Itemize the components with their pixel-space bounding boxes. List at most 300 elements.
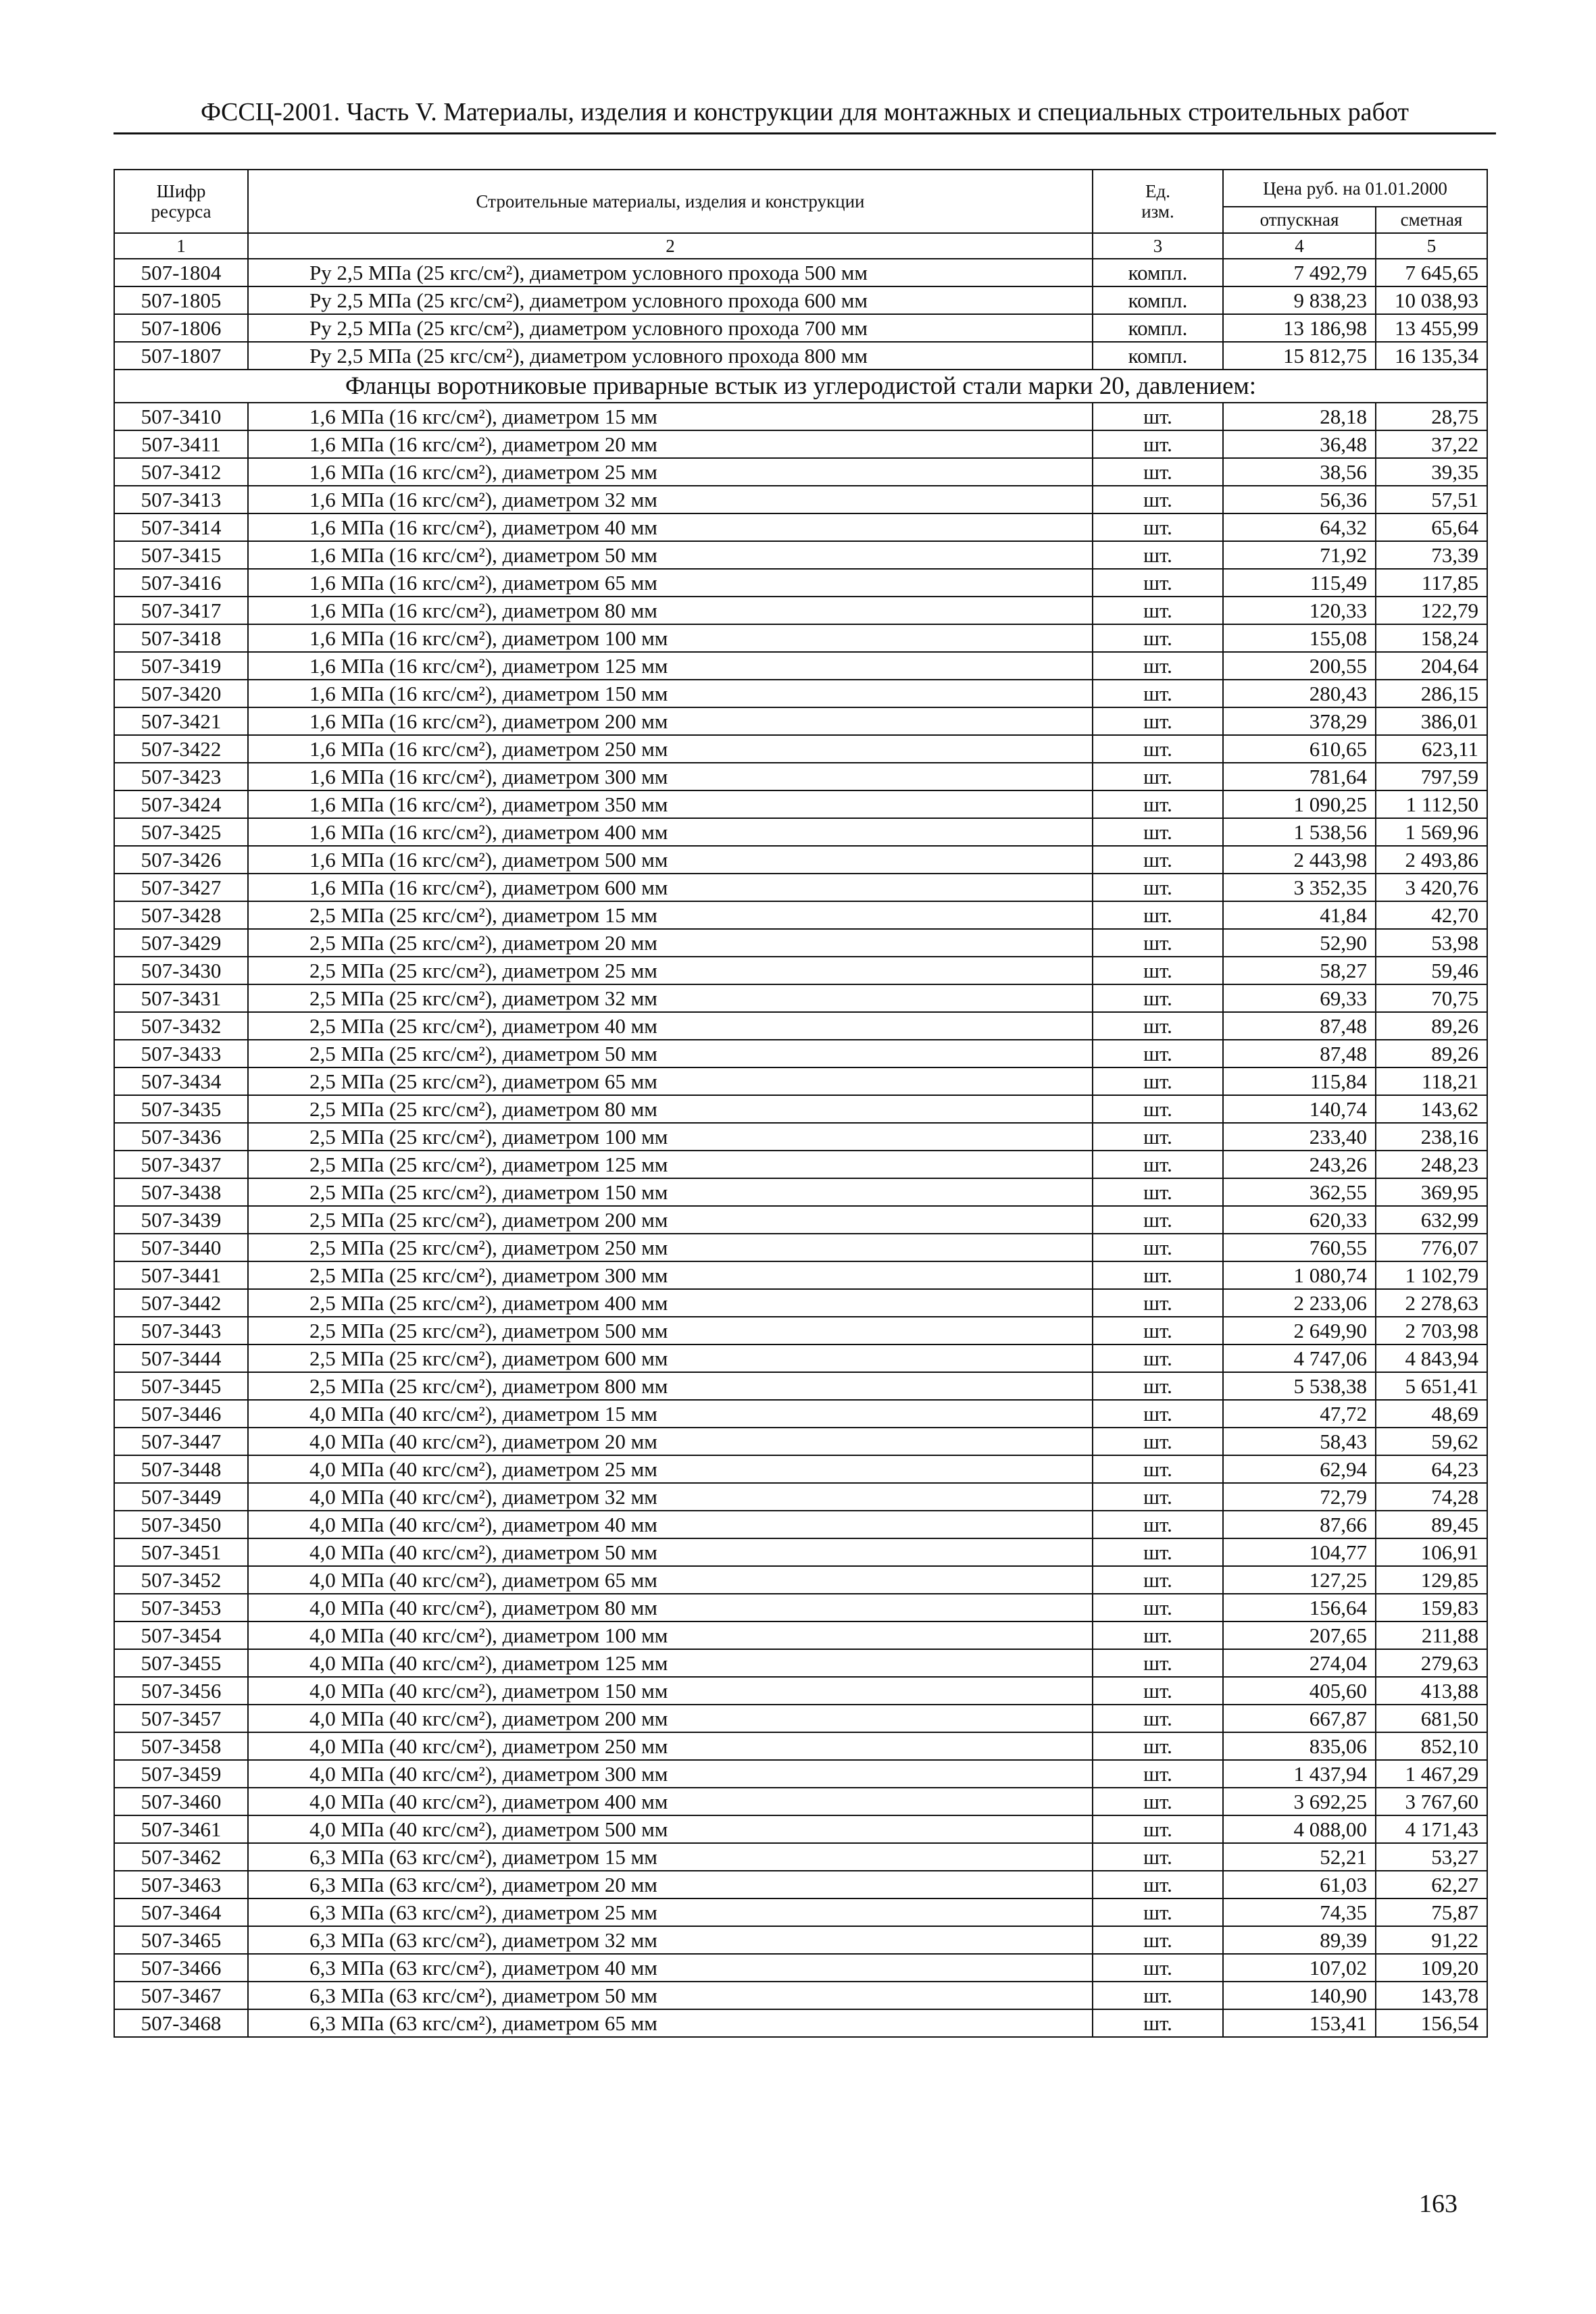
price-release-cell: 87,48 bbox=[1223, 1012, 1376, 1040]
price-estimate-cell: 65,64 bbox=[1376, 513, 1487, 541]
resource-code-cell: 507-3425 bbox=[114, 818, 248, 846]
price-release-cell: 835,06 bbox=[1223, 1732, 1376, 1760]
table-row bbox=[114, 929, 1487, 957]
table-row bbox=[114, 1206, 1487, 1234]
price-release-cell: 2 233,06 bbox=[1223, 1289, 1376, 1317]
price-estimate-cell: 59,46 bbox=[1376, 957, 1487, 984]
resource-code-cell: 507-3468 bbox=[114, 2009, 248, 2037]
material-name-cell: 4,0 МПа (40 кгс/см²), диаметром 150 мм bbox=[248, 1677, 1093, 1705]
price-estimate-cell: 1 112,50 bbox=[1376, 790, 1487, 818]
material-name-cell: 1,6 МПа (16 кгс/см²), диаметром 50 мм bbox=[248, 541, 1093, 569]
price-estimate-cell: 2 493,86 bbox=[1376, 846, 1487, 874]
table-row bbox=[114, 314, 1487, 342]
price-release-cell: 4 747,06 bbox=[1223, 1344, 1376, 1372]
material-name-cell: 1,6 МПа (16 кгс/см²), диаметром 600 мм bbox=[248, 874, 1093, 901]
table-row bbox=[114, 1151, 1487, 1178]
price-estimate-cell: 5 651,41 bbox=[1376, 1372, 1487, 1400]
unit-cell: шт. bbox=[1093, 1012, 1223, 1040]
table-row bbox=[114, 1954, 1487, 1982]
section-title: Фланцы воротниковые приварные встык из углеродистой стали марки 20, давлением: bbox=[114, 370, 1487, 403]
table-row bbox=[114, 1234, 1487, 1261]
price-release-cell: 200,55 bbox=[1223, 652, 1376, 680]
unit-cell: шт. bbox=[1093, 458, 1223, 486]
column-number-row bbox=[114, 233, 1487, 259]
table-row bbox=[114, 1178, 1487, 1206]
unit-cell: шт. bbox=[1093, 1815, 1223, 1843]
header-price-release: отпускная bbox=[1223, 207, 1376, 233]
unit-cell: шт. bbox=[1093, 1178, 1223, 1206]
material-name-cell: 1,6 МПа (16 кгс/см²), диаметром 150 мм bbox=[248, 680, 1093, 707]
price-estimate-cell: 143,78 bbox=[1376, 1982, 1487, 2009]
price-estimate-cell: 143,62 bbox=[1376, 1095, 1487, 1123]
table-row bbox=[114, 680, 1487, 707]
resource-code-cell: 507-3454 bbox=[114, 1621, 248, 1649]
resource-code-cell: 507-3423 bbox=[114, 763, 248, 790]
price-release-cell: 15 812,75 bbox=[1223, 342, 1376, 370]
resource-code-cell: 507-3430 bbox=[114, 957, 248, 984]
material-name-cell: 6,3 МПа (63 кгс/см²), диаметром 25 мм bbox=[248, 1898, 1093, 1926]
resource-code-cell: 507-3422 bbox=[114, 735, 248, 763]
price-release-cell: 1 437,94 bbox=[1223, 1760, 1376, 1788]
header-name: Строительные материалы, изделия и конструкции bbox=[248, 170, 1093, 233]
table-row bbox=[114, 1400, 1487, 1428]
unit-cell: шт. bbox=[1093, 680, 1223, 707]
table-row bbox=[114, 790, 1487, 818]
price-estimate-cell: 2 703,98 bbox=[1376, 1317, 1487, 1344]
resource-code-cell: 507-3461 bbox=[114, 1815, 248, 1843]
unit-cell: шт. bbox=[1093, 1428, 1223, 1455]
table-row bbox=[114, 1455, 1487, 1483]
price-release-cell: 378,29 bbox=[1223, 707, 1376, 735]
price-release-cell: 87,48 bbox=[1223, 1040, 1376, 1067]
unit-cell: шт. bbox=[1093, 1566, 1223, 1594]
price-release-cell: 140,74 bbox=[1223, 1095, 1376, 1123]
price-estimate-cell: 37,22 bbox=[1376, 430, 1487, 458]
unit-cell: шт. bbox=[1093, 1206, 1223, 1234]
price-release-cell: 69,33 bbox=[1223, 984, 1376, 1012]
material-name-cell: 1,6 МПа (16 кгс/см²), диаметром 40 мм bbox=[248, 513, 1093, 541]
table-row bbox=[114, 1566, 1487, 1594]
price-release-cell: 620,33 bbox=[1223, 1206, 1376, 1234]
unit-cell: шт. bbox=[1093, 1317, 1223, 1344]
resource-code-cell: 507-3429 bbox=[114, 929, 248, 957]
price-table bbox=[114, 169, 1488, 2038]
price-estimate-cell: 4 843,94 bbox=[1376, 1344, 1487, 1372]
table-row bbox=[114, 569, 1487, 597]
material-name-cell: 1,6 МПа (16 кгс/см²), диаметром 125 мм bbox=[248, 652, 1093, 680]
price-estimate-cell: 129,85 bbox=[1376, 1566, 1487, 1594]
material-name-cell: 4,0 МПа (40 кгс/см²), диаметром 32 мм bbox=[248, 1483, 1093, 1511]
resource-code-cell: 507-3413 bbox=[114, 486, 248, 513]
price-estimate-cell: 413,88 bbox=[1376, 1677, 1487, 1705]
price-estimate-cell: 109,20 bbox=[1376, 1954, 1487, 1982]
table-row bbox=[114, 1012, 1487, 1040]
table-row bbox=[114, 1538, 1487, 1566]
price-estimate-cell: 57,51 bbox=[1376, 486, 1487, 513]
table-row bbox=[114, 1067, 1487, 1095]
resource-code-cell: 507-3457 bbox=[114, 1705, 248, 1732]
price-estimate-cell: 3 420,76 bbox=[1376, 874, 1487, 901]
table-row bbox=[114, 1649, 1487, 1677]
material-name-cell: 6,3 МПа (63 кгс/см²), диаметром 65 мм bbox=[248, 2009, 1093, 2037]
price-estimate-cell: 2 278,63 bbox=[1376, 1289, 1487, 1317]
price-estimate-cell: 118,21 bbox=[1376, 1067, 1487, 1095]
table-row bbox=[114, 1095, 1487, 1123]
unit-cell: шт. bbox=[1093, 2009, 1223, 2037]
price-release-cell: 41,84 bbox=[1223, 901, 1376, 929]
table-row bbox=[114, 403, 1487, 430]
price-release-cell: 36,48 bbox=[1223, 430, 1376, 458]
material-name-cell: 4,0 МПа (40 кгс/см²), диаметром 50 мм bbox=[248, 1538, 1093, 1566]
price-estimate-cell: 776,07 bbox=[1376, 1234, 1487, 1261]
unit-cell: шт. bbox=[1093, 403, 1223, 430]
material-name-cell: 4,0 МПа (40 кгс/см²), диаметром 80 мм bbox=[248, 1594, 1093, 1621]
price-estimate-cell: 74,28 bbox=[1376, 1483, 1487, 1511]
resource-code-cell: 507-3437 bbox=[114, 1151, 248, 1178]
header-rule bbox=[114, 132, 1496, 134]
unit-cell: шт. bbox=[1093, 541, 1223, 569]
table-row bbox=[114, 1372, 1487, 1400]
unit-cell: шт. bbox=[1093, 1400, 1223, 1428]
price-release-cell: 107,02 bbox=[1223, 1954, 1376, 1982]
resource-code-cell: 507-3446 bbox=[114, 1400, 248, 1428]
table-row bbox=[114, 1123, 1487, 1151]
resource-code-cell: 507-3453 bbox=[114, 1594, 248, 1621]
price-release-cell: 89,39 bbox=[1223, 1926, 1376, 1954]
unit-cell: шт. bbox=[1093, 1621, 1223, 1649]
resource-code-cell: 507-3411 bbox=[114, 430, 248, 458]
resource-code-cell: 507-3466 bbox=[114, 1954, 248, 1982]
price-release-cell: 155,08 bbox=[1223, 624, 1376, 652]
table-row bbox=[114, 874, 1487, 901]
price-release-cell: 5 538,38 bbox=[1223, 1372, 1376, 1400]
resource-code-cell: 507-3417 bbox=[114, 597, 248, 624]
material-name-cell: 1,6 МПа (16 кгс/см²), диаметром 400 мм bbox=[248, 818, 1093, 846]
header-price-estimate: сметная bbox=[1376, 207, 1487, 233]
unit-cell: шт. bbox=[1093, 1261, 1223, 1289]
material-name-cell: 4,0 МПа (40 кгс/см²), диаметром 300 мм bbox=[248, 1760, 1093, 1788]
resource-code-cell: 507-3460 bbox=[114, 1788, 248, 1815]
material-name-cell: 2,5 МПа (25 кгс/см²), диаметром 125 мм bbox=[248, 1151, 1093, 1178]
price-estimate-cell: 158,24 bbox=[1376, 624, 1487, 652]
material-name-cell: 1,6 МПа (16 кгс/см²), диаметром 350 мм bbox=[248, 790, 1093, 818]
price-release-cell: 2 443,98 bbox=[1223, 846, 1376, 874]
price-estimate-cell: 42,70 bbox=[1376, 901, 1487, 929]
table-row bbox=[114, 1344, 1487, 1372]
header-code: Шифр ресурса bbox=[114, 170, 248, 233]
table-row bbox=[114, 624, 1487, 652]
column-number: 5 bbox=[1376, 233, 1487, 259]
material-name-cell: 2,5 МПа (25 кгс/см²), диаметром 800 мм bbox=[248, 1372, 1093, 1400]
material-name-cell: 4,0 МПа (40 кгс/см²), диаметром 200 мм bbox=[248, 1705, 1093, 1732]
column-number: 4 bbox=[1223, 233, 1376, 259]
price-release-cell: 56,36 bbox=[1223, 486, 1376, 513]
price-estimate-cell: 1 102,79 bbox=[1376, 1261, 1487, 1289]
unit-cell: шт. bbox=[1093, 1040, 1223, 1067]
price-release-cell: 127,25 bbox=[1223, 1566, 1376, 1594]
price-release-cell: 1 538,56 bbox=[1223, 818, 1376, 846]
unit-cell: шт. bbox=[1093, 1982, 1223, 2009]
price-release-cell: 7 492,79 bbox=[1223, 259, 1376, 286]
material-name-cell: 2,5 МПа (25 кгс/см²), диаметром 25 мм bbox=[248, 957, 1093, 984]
resource-code-cell: 507-3459 bbox=[114, 1760, 248, 1788]
material-name-cell: Ру 2,5 МПа (25 кгс/см²), диаметром условного прохода 500 мм bbox=[248, 259, 1093, 286]
price-estimate-cell: 7 645,65 bbox=[1376, 259, 1487, 286]
material-name-cell: 1,6 МПа (16 кгс/см²), диаметром 200 мм bbox=[248, 707, 1093, 735]
material-name-cell: 4,0 МПа (40 кгс/см²), диаметром 125 мм bbox=[248, 1649, 1093, 1677]
resource-code-cell: 507-3439 bbox=[114, 1206, 248, 1234]
resource-code-cell: 507-3438 bbox=[114, 1178, 248, 1206]
price-estimate-cell: 852,10 bbox=[1376, 1732, 1487, 1760]
material-name-cell: 1,6 МПа (16 кгс/см²), диаметром 500 мм bbox=[248, 846, 1093, 874]
table-row bbox=[114, 430, 1487, 458]
price-estimate-cell: 211,88 bbox=[1376, 1621, 1487, 1649]
material-name-cell: 2,5 МПа (25 кгс/см²), диаметром 40 мм bbox=[248, 1012, 1093, 1040]
material-name-cell: 1,6 МПа (16 кгс/см²), диаметром 20 мм bbox=[248, 430, 1093, 458]
table-row bbox=[114, 818, 1487, 846]
unit-cell: шт. bbox=[1093, 1926, 1223, 1954]
resource-code-cell: 507-3426 bbox=[114, 846, 248, 874]
resource-code-cell: 507-3421 bbox=[114, 707, 248, 735]
unit-cell: шт. bbox=[1093, 735, 1223, 763]
price-estimate-cell: 75,87 bbox=[1376, 1898, 1487, 1926]
unit-cell: шт. bbox=[1093, 430, 1223, 458]
unit-cell: шт. bbox=[1093, 624, 1223, 652]
unit-cell: шт. bbox=[1093, 1898, 1223, 1926]
unit-cell: шт. bbox=[1093, 1594, 1223, 1621]
table-row bbox=[114, 1815, 1487, 1843]
table-row bbox=[114, 1317, 1487, 1344]
column-number: 3 bbox=[1093, 233, 1223, 259]
price-estimate-cell: 3 767,60 bbox=[1376, 1788, 1487, 1815]
table-row bbox=[114, 1428, 1487, 1455]
material-name-cell: 4,0 МПа (40 кгс/см²), диаметром 25 мм bbox=[248, 1455, 1093, 1483]
table-row bbox=[114, 1982, 1487, 2009]
page-number: 163 bbox=[1419, 2190, 1457, 2218]
price-release-cell: 781,64 bbox=[1223, 763, 1376, 790]
unit-cell: шт. bbox=[1093, 1732, 1223, 1760]
price-release-cell: 13 186,98 bbox=[1223, 314, 1376, 342]
resource-code-cell: 507-3442 bbox=[114, 1289, 248, 1317]
unit-cell: шт. bbox=[1093, 1649, 1223, 1677]
table-row bbox=[114, 1705, 1487, 1732]
resource-code-cell: 507-3428 bbox=[114, 901, 248, 929]
price-release-cell: 62,94 bbox=[1223, 1455, 1376, 1483]
table-row bbox=[114, 1261, 1487, 1289]
resource-code-cell: 507-3431 bbox=[114, 984, 248, 1012]
resource-code-cell: 507-1807 bbox=[114, 342, 248, 370]
table-row bbox=[114, 1898, 1487, 1926]
resource-code-cell: 507-3456 bbox=[114, 1677, 248, 1705]
table-row bbox=[114, 735, 1487, 763]
table-row bbox=[114, 1871, 1487, 1898]
column-number: 1 bbox=[114, 233, 248, 259]
unit-cell: шт. bbox=[1093, 1455, 1223, 1483]
price-release-cell: 28,18 bbox=[1223, 403, 1376, 430]
unit-cell: шт. bbox=[1093, 1843, 1223, 1871]
resource-code-cell: 507-3419 bbox=[114, 652, 248, 680]
price-release-cell: 104,77 bbox=[1223, 1538, 1376, 1566]
price-estimate-cell: 623,11 bbox=[1376, 735, 1487, 763]
resource-code-cell: 507-3418 bbox=[114, 624, 248, 652]
table-row bbox=[114, 1594, 1487, 1621]
unit-cell: шт. bbox=[1093, 1123, 1223, 1151]
table-row bbox=[114, 652, 1487, 680]
price-estimate-cell: 681,50 bbox=[1376, 1705, 1487, 1732]
price-release-cell: 233,40 bbox=[1223, 1123, 1376, 1151]
price-estimate-cell: 28,75 bbox=[1376, 403, 1487, 430]
price-estimate-cell: 70,75 bbox=[1376, 984, 1487, 1012]
table-row bbox=[114, 984, 1487, 1012]
material-name-cell: 2,5 МПа (25 кгс/см²), диаметром 200 мм bbox=[248, 1206, 1093, 1234]
resource-code-cell: 507-3449 bbox=[114, 1483, 248, 1511]
resource-code-cell: 507-3463 bbox=[114, 1871, 248, 1898]
material-name-cell: 4,0 МПа (40 кгс/см²), диаметром 20 мм bbox=[248, 1428, 1093, 1455]
material-name-cell: 2,5 МПа (25 кгс/см²), диаметром 65 мм bbox=[248, 1067, 1093, 1095]
resource-code-cell: 507-3458 bbox=[114, 1732, 248, 1760]
price-release-cell: 4 088,00 bbox=[1223, 1815, 1376, 1843]
price-release-cell: 1 090,25 bbox=[1223, 790, 1376, 818]
unit-cell: шт. bbox=[1093, 901, 1223, 929]
unit-cell: шт. bbox=[1093, 569, 1223, 597]
resource-code-cell: 507-3435 bbox=[114, 1095, 248, 1123]
price-release-cell: 760,55 bbox=[1223, 1234, 1376, 1261]
material-name-cell: 2,5 МПа (25 кгс/см²), диаметром 150 мм bbox=[248, 1178, 1093, 1206]
price-estimate-cell: 204,64 bbox=[1376, 652, 1487, 680]
resource-code-cell: 507-3416 bbox=[114, 569, 248, 597]
price-estimate-cell: 91,22 bbox=[1376, 1926, 1487, 1954]
material-name-cell: Ру 2,5 МПа (25 кгс/см²), диаметром условного прохода 700 мм bbox=[248, 314, 1093, 342]
resource-code-cell: 507-3447 bbox=[114, 1428, 248, 1455]
material-name-cell: 1,6 МПа (16 кгс/см²), диаметром 80 мм bbox=[248, 597, 1093, 624]
table-row bbox=[114, 1732, 1487, 1760]
material-name-cell: 2,5 МПа (25 кгс/см²), диаметром 50 мм bbox=[248, 1040, 1093, 1067]
table-row bbox=[114, 286, 1487, 314]
price-release-cell: 120,33 bbox=[1223, 597, 1376, 624]
material-name-cell: 6,3 МПа (63 кгс/см²), диаметром 40 мм bbox=[248, 1954, 1093, 1982]
resource-code-cell: 507-3462 bbox=[114, 1843, 248, 1871]
price-release-cell: 667,87 bbox=[1223, 1705, 1376, 1732]
material-name-cell: 6,3 МПа (63 кгс/см²), диаметром 20 мм bbox=[248, 1871, 1093, 1898]
table-row bbox=[114, 541, 1487, 569]
material-name-cell: 2,5 МПа (25 кгс/см²), диаметром 80 мм bbox=[248, 1095, 1093, 1123]
resource-code-cell: 507-1804 bbox=[114, 259, 248, 286]
table-row bbox=[114, 1511, 1487, 1538]
unit-cell: шт. bbox=[1093, 1705, 1223, 1732]
unit-cell: шт. bbox=[1093, 1677, 1223, 1705]
price-release-cell: 52,21 bbox=[1223, 1843, 1376, 1871]
price-estimate-cell: 13 455,99 bbox=[1376, 314, 1487, 342]
price-estimate-cell: 48,69 bbox=[1376, 1400, 1487, 1428]
material-name-cell: 1,6 МПа (16 кгс/см²), диаметром 15 мм bbox=[248, 403, 1093, 430]
resource-code-cell: 507-3450 bbox=[114, 1511, 248, 1538]
material-name-cell: 4,0 МПа (40 кгс/см²), диаметром 40 мм bbox=[248, 1511, 1093, 1538]
price-release-cell: 61,03 bbox=[1223, 1871, 1376, 1898]
resource-code-cell: 507-1805 bbox=[114, 286, 248, 314]
unit-cell: шт. bbox=[1093, 707, 1223, 735]
table-row bbox=[114, 1926, 1487, 1954]
table-row bbox=[114, 458, 1487, 486]
price-release-cell: 3 692,25 bbox=[1223, 1788, 1376, 1815]
header-price-group: Цена руб. на 01.01.2000 bbox=[1223, 170, 1487, 207]
resource-code-cell: 507-3464 bbox=[114, 1898, 248, 1926]
resource-code-cell: 507-3434 bbox=[114, 1067, 248, 1095]
material-name-cell: 4,0 МПа (40 кгс/см²), диаметром 250 мм bbox=[248, 1732, 1093, 1760]
resource-code-cell: 507-3433 bbox=[114, 1040, 248, 1067]
price-release-cell: 156,64 bbox=[1223, 1594, 1376, 1621]
unit-cell: шт. bbox=[1093, 1760, 1223, 1788]
price-release-cell: 71,92 bbox=[1223, 541, 1376, 569]
material-name-cell: 2,5 МПа (25 кгс/см²), диаметром 20 мм bbox=[248, 929, 1093, 957]
unit-cell: шт. bbox=[1093, 1151, 1223, 1178]
unit-cell: шт. bbox=[1093, 1483, 1223, 1511]
table-row bbox=[114, 2009, 1487, 2037]
unit-cell: компл. bbox=[1093, 286, 1223, 314]
price-release-cell: 280,43 bbox=[1223, 680, 1376, 707]
resource-code-cell: 507-3441 bbox=[114, 1261, 248, 1289]
price-estimate-cell: 238,16 bbox=[1376, 1123, 1487, 1151]
price-release-cell: 87,66 bbox=[1223, 1511, 1376, 1538]
resource-code-cell: 507-3414 bbox=[114, 513, 248, 541]
table-row bbox=[114, 1040, 1487, 1067]
resource-code-cell: 507-3445 bbox=[114, 1372, 248, 1400]
material-name-cell: 6,3 МПа (63 кгс/см²), диаметром 15 мм bbox=[248, 1843, 1093, 1871]
table-header-row bbox=[114, 170, 1487, 207]
material-name-cell: 4,0 МПа (40 кгс/см²), диаметром 15 мм bbox=[248, 1400, 1093, 1428]
resource-code-cell: 507-3436 bbox=[114, 1123, 248, 1151]
material-name-cell: 2,5 МПа (25 кгс/см²), диаметром 400 мм bbox=[248, 1289, 1093, 1317]
unit-cell: шт. bbox=[1093, 957, 1223, 984]
unit-cell: шт. bbox=[1093, 597, 1223, 624]
resource-code-cell: 507-3427 bbox=[114, 874, 248, 901]
price-release-cell: 140,90 bbox=[1223, 1982, 1376, 2009]
material-name-cell: 2,5 МПа (25 кгс/см²), диаметром 300 мм bbox=[248, 1261, 1093, 1289]
table-row bbox=[114, 259, 1487, 286]
resource-code-cell: 507-3451 bbox=[114, 1538, 248, 1566]
price-release-cell: 9 838,23 bbox=[1223, 286, 1376, 314]
price-release-cell: 153,41 bbox=[1223, 2009, 1376, 2037]
resource-code-cell: 507-3424 bbox=[114, 790, 248, 818]
price-estimate-cell: 62,27 bbox=[1376, 1871, 1487, 1898]
material-name-cell: 1,6 МПа (16 кгс/см²), диаметром 300 мм bbox=[248, 763, 1093, 790]
material-name-cell: Ру 2,5 МПа (25 кгс/см²), диаметром условного прохода 800 мм bbox=[248, 342, 1093, 370]
price-estimate-cell: 16 135,34 bbox=[1376, 342, 1487, 370]
price-estimate-cell: 59,62 bbox=[1376, 1428, 1487, 1455]
table-row bbox=[114, 486, 1487, 513]
material-name-cell: 2,5 МПа (25 кгс/см²), диаметром 15 мм bbox=[248, 901, 1093, 929]
price-estimate-cell: 117,85 bbox=[1376, 569, 1487, 597]
price-release-cell: 115,84 bbox=[1223, 1067, 1376, 1095]
price-release-cell: 3 352,35 bbox=[1223, 874, 1376, 901]
resource-code-cell: 507-3467 bbox=[114, 1982, 248, 2009]
unit-cell: шт. bbox=[1093, 874, 1223, 901]
price-release-cell: 207,65 bbox=[1223, 1621, 1376, 1649]
price-estimate-cell: 159,83 bbox=[1376, 1594, 1487, 1621]
material-name-cell: 4,0 МПа (40 кгс/см²), диаметром 100 мм bbox=[248, 1621, 1093, 1649]
resource-code-cell: 507-3444 bbox=[114, 1344, 248, 1372]
unit-cell: шт. bbox=[1093, 1511, 1223, 1538]
table-row bbox=[114, 597, 1487, 624]
table-row bbox=[114, 1677, 1487, 1705]
resource-code-cell: 507-3412 bbox=[114, 458, 248, 486]
unit-cell: шт. bbox=[1093, 929, 1223, 957]
material-name-cell: 1,6 МПа (16 кгс/см²), диаметром 65 мм bbox=[248, 569, 1093, 597]
price-release-cell: 52,90 bbox=[1223, 929, 1376, 957]
material-name-cell: 2,5 МПа (25 кгс/см²), диаметром 500 мм bbox=[248, 1317, 1093, 1344]
price-estimate-cell: 53,27 bbox=[1376, 1843, 1487, 1871]
unit-cell: шт. bbox=[1093, 1234, 1223, 1261]
price-estimate-cell: 10 038,93 bbox=[1376, 286, 1487, 314]
